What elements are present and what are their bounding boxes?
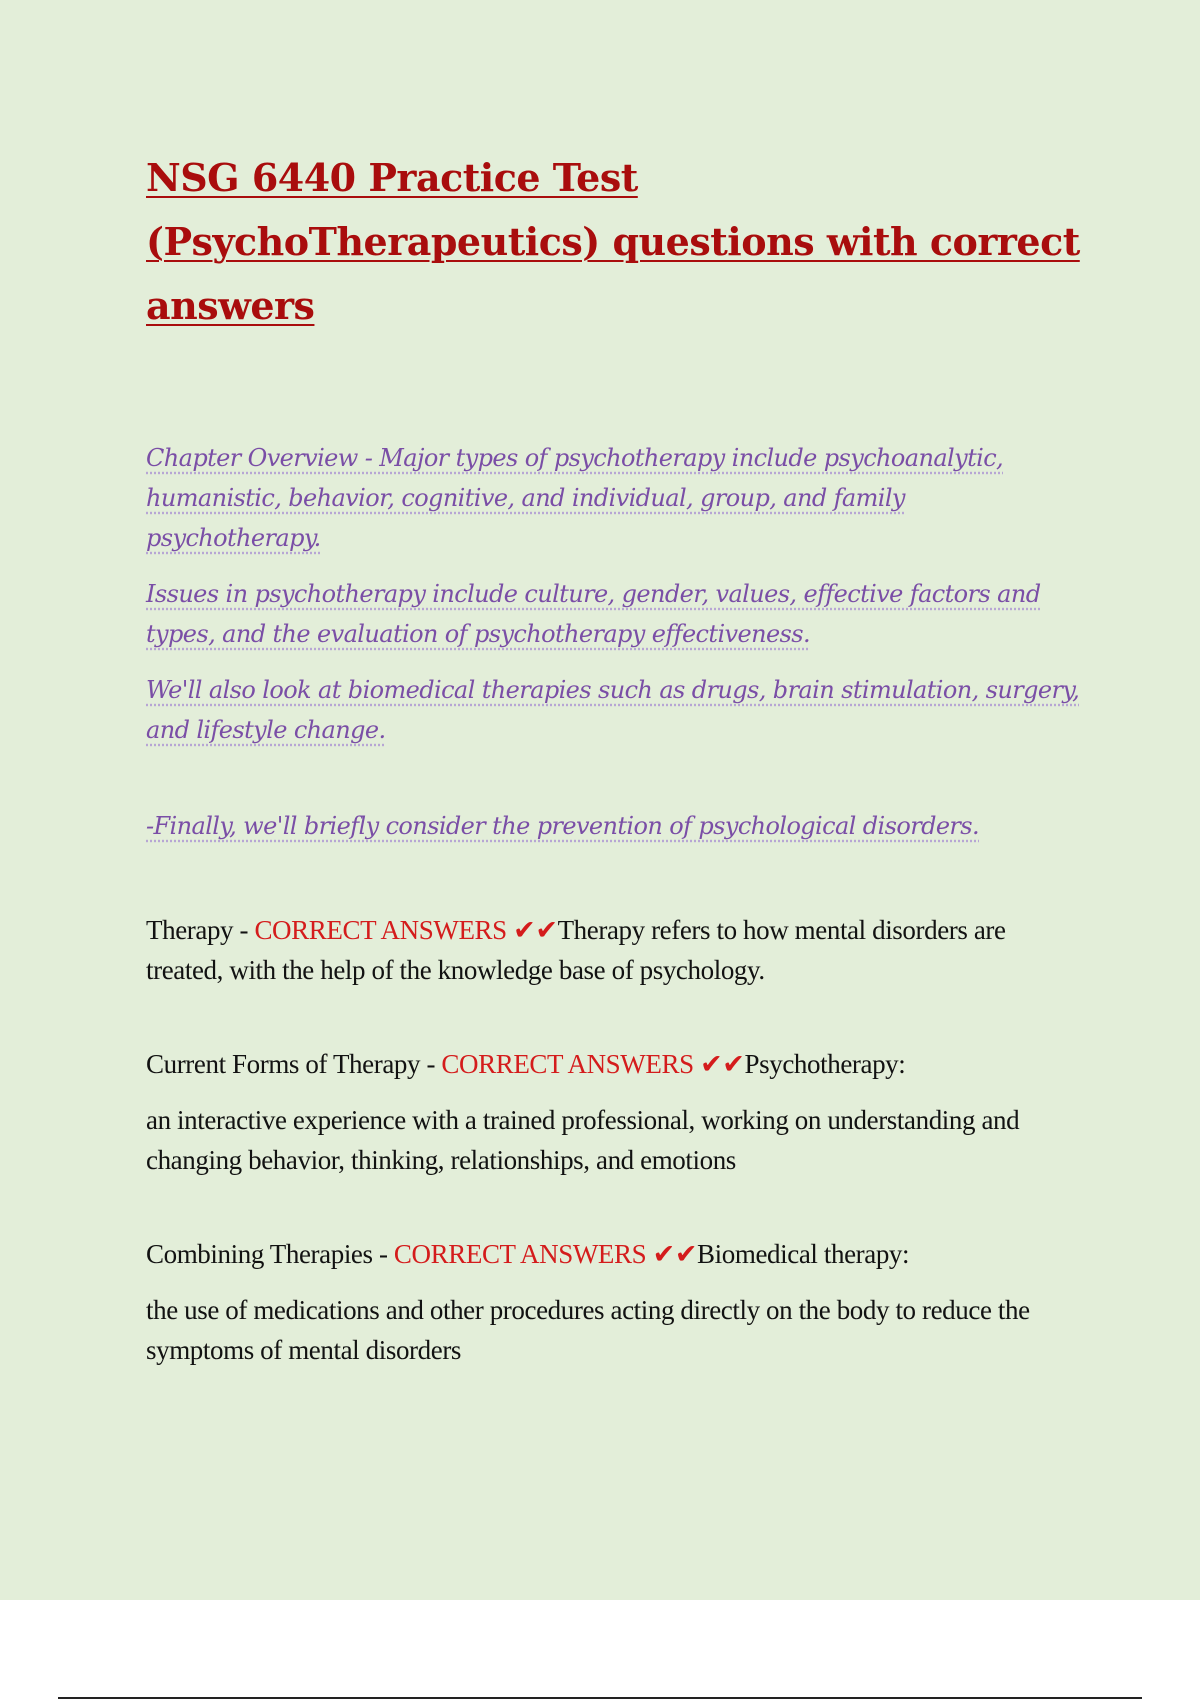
check-mark-icon: ✔✔ xyxy=(700,1049,745,1079)
overview-paragraph-4: -Finally, we'll briefly consider the prevention of psychological disorders. xyxy=(146,812,980,840)
qa-line xyxy=(146,1044,1086,1084)
document-title: NSG 6440 Practice Test (PsychoTherapeutics) questions with correct answers xyxy=(146,155,1080,328)
chapter-overview xyxy=(146,438,1086,846)
document-content xyxy=(146,146,1086,1424)
qa-answer-detail: an interactive experience with a trained professional, working on understanding and changing behavior, thinking, relationships, and emotions xyxy=(146,1105,1020,1175)
qa-term: Therapy - xyxy=(146,915,255,945)
footer-divider xyxy=(58,1697,1142,1699)
qa-item-combining xyxy=(146,1234,1086,1370)
overview-paragraph-1: Chapter Overview - Major types of psychotherapy include psychoanalytic, humanistic, behavior, cognitive, and individual, group, and family psychotherapy. xyxy=(146,444,1004,552)
qa-answer: Therapy refers to how mental disorders are treated, with the help of the knowledge base of psychology. xyxy=(146,915,1006,985)
qa-line xyxy=(146,910,1086,990)
qa-list xyxy=(146,910,1086,1370)
qa-item-current-forms xyxy=(146,1044,1086,1180)
overview-paragraph-3: We'll also look at biomedical therapies such as drugs, brain stimulation, surgery, and lifestyle change. xyxy=(146,676,1080,744)
qa-term: Combining Therapies - xyxy=(146,1239,394,1269)
qa-answer: Psychotherapy: xyxy=(744,1049,906,1079)
correct-answers-label: CORRECT ANSWERS xyxy=(393,1239,647,1269)
qa-answer-detail: the use of medications and other procedures acting directly on the body to reduce the symptoms of mental disorders xyxy=(146,1295,1030,1365)
check-mark-icon: ✔✔ xyxy=(513,915,558,945)
qa-term: Current Forms of Therapy - xyxy=(146,1049,442,1079)
qa-item-therapy xyxy=(146,910,1086,990)
correct-answers-label: CORRECT ANSWERS xyxy=(441,1049,694,1079)
correct-answers-label: CORRECT ANSWERS xyxy=(254,915,507,945)
check-mark-icon: ✔✔ xyxy=(652,1239,698,1269)
overview-paragraph-2: Issues in psychotherapy include culture, gender, values, effective factors and types, and the evaluation of psychotherapy effectiveness. xyxy=(146,580,1041,648)
qa-answer: Biomedical therapy: xyxy=(697,1239,910,1269)
qa-line xyxy=(146,1234,1086,1274)
